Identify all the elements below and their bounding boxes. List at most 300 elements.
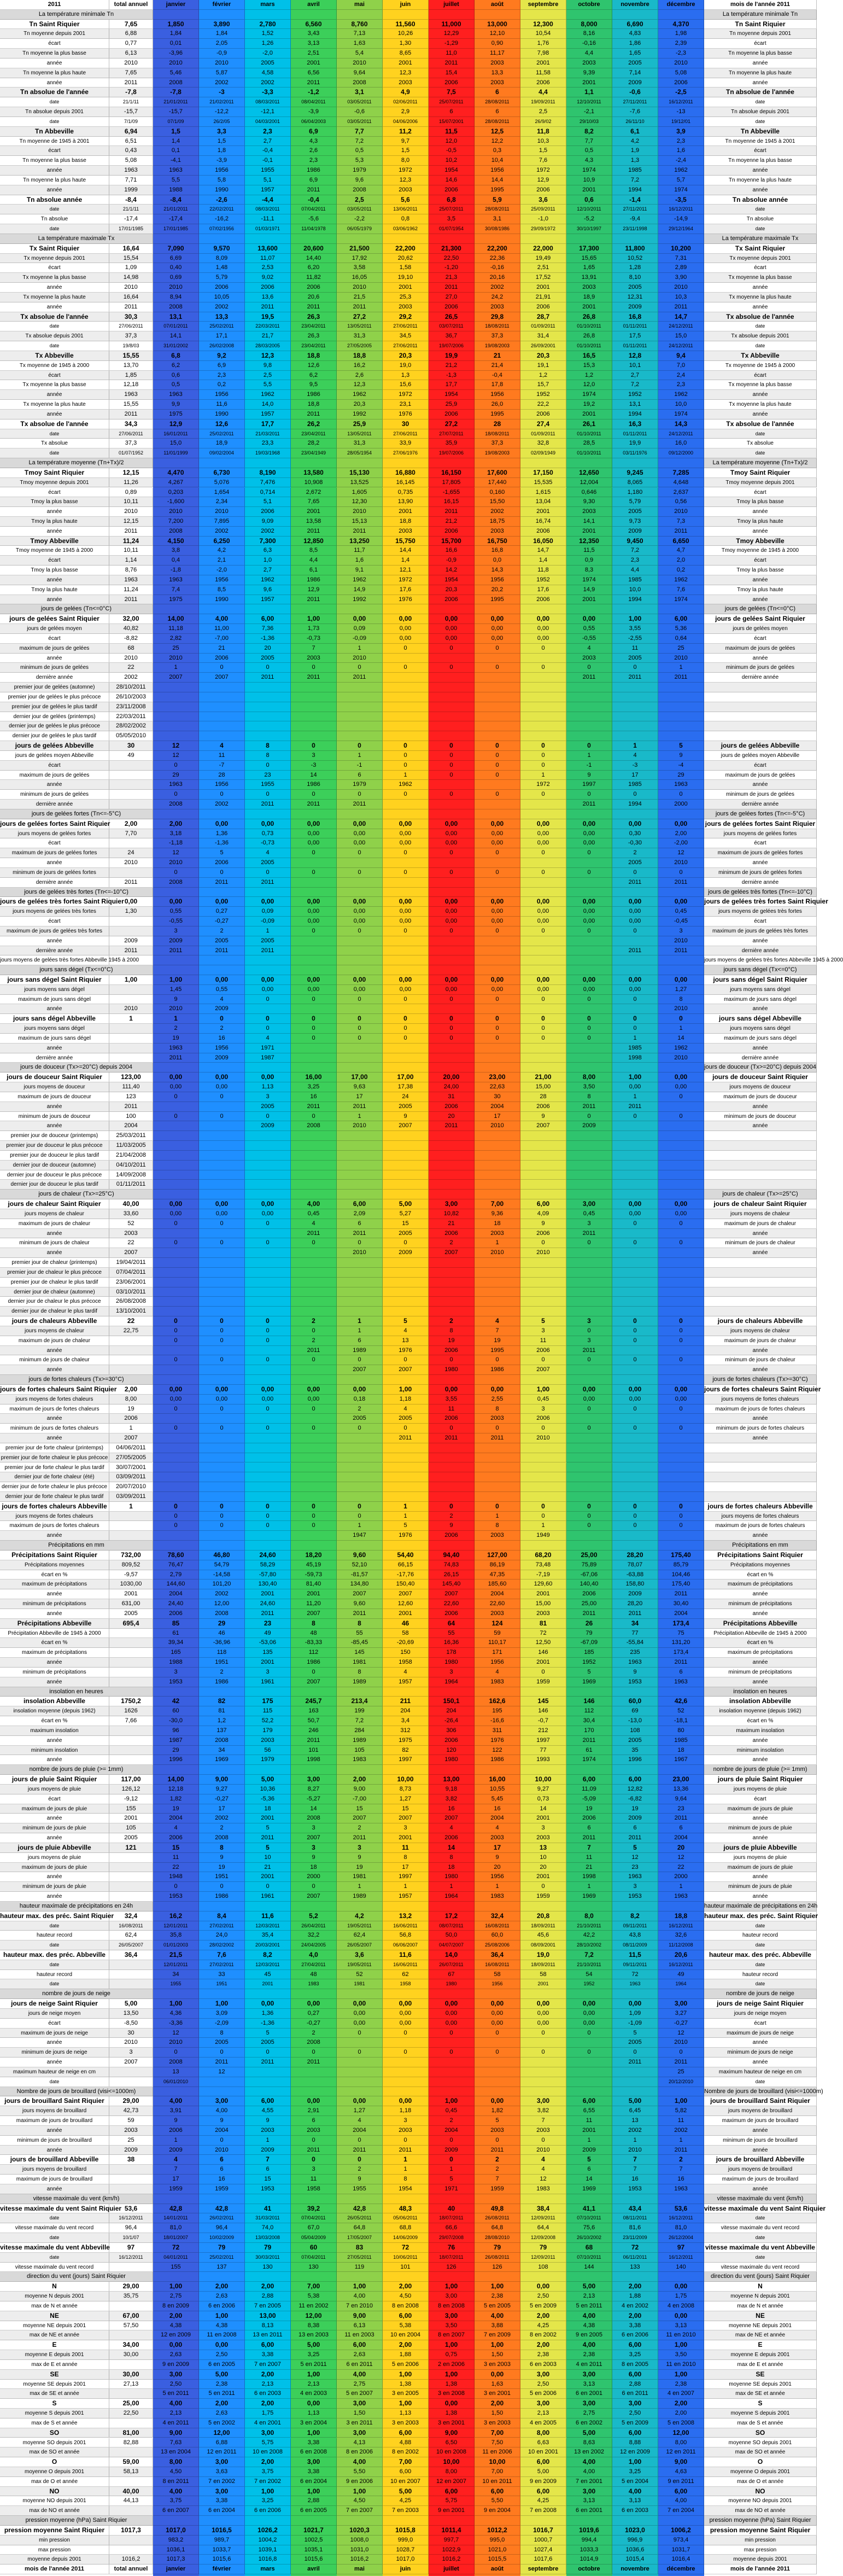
section-spacer bbox=[291, 1765, 337, 1775]
row-total: 13,70 bbox=[109, 361, 153, 371]
month-value: 2011 bbox=[291, 410, 337, 419]
month-value: 37,3 bbox=[475, 331, 520, 341]
month-value: 17 bbox=[612, 771, 658, 780]
month-value: 17,2 bbox=[429, 1911, 475, 1921]
row-label-right: Tn moyenne de 1945 à 2001 bbox=[704, 137, 817, 147]
month-value: 4,2 bbox=[337, 1911, 383, 1921]
month-value: 14,2 bbox=[429, 566, 475, 575]
month-value: 1 bbox=[337, 1316, 383, 1326]
month-value: 20/12/2010 bbox=[658, 2077, 704, 2087]
month-value: 2011 bbox=[566, 1229, 612, 1239]
month-value: 108 bbox=[612, 1726, 658, 1736]
row-total: 121 bbox=[109, 1843, 153, 1853]
row-label-right: année bbox=[704, 1229, 817, 1239]
month-value: 0 bbox=[245, 1882, 291, 1892]
month-value: 5 en 2008 bbox=[658, 2418, 704, 2428]
month-value: 2011 bbox=[612, 1833, 658, 1843]
row-label: dernière année bbox=[0, 878, 109, 888]
month-value: 0 bbox=[245, 663, 291, 673]
month-value bbox=[199, 1121, 245, 1131]
row-label-right: Tn absolue depuis 2001 bbox=[704, 107, 817, 117]
row-label: premier jour de douceur le plus précoce bbox=[0, 1141, 109, 1151]
month-value: 13 bbox=[520, 1843, 566, 1853]
row-label: jours moyens de gelées très fortes Abbeville 1945 à 2000 bbox=[0, 955, 109, 965]
row-total: -7,8 bbox=[109, 88, 153, 97]
month-value: 5,45 bbox=[475, 1794, 520, 1804]
row-label: minimum de jours de pluie bbox=[0, 1882, 109, 1892]
month-value: 1 bbox=[566, 2136, 612, 2146]
row-total bbox=[109, 1521, 153, 1531]
month-value: -9,4 bbox=[612, 214, 658, 224]
month-value: -0,9 bbox=[199, 49, 245, 59]
month-value: 67 bbox=[429, 1970, 475, 1980]
section-title-right: jours sans dégel (Tx<=0°C) bbox=[704, 965, 817, 975]
month-value: 0,75 bbox=[429, 2350, 475, 2360]
month-value: 12 en 2009 bbox=[153, 2330, 199, 2340]
table-row bbox=[0, 2058, 817, 2067]
month-value: 50,0 bbox=[429, 1931, 475, 1940]
row-total bbox=[109, 1024, 153, 1034]
month-value bbox=[612, 2077, 658, 2087]
month-value: 16,150 bbox=[429, 468, 475, 478]
month-value: 9 bbox=[199, 1853, 245, 1863]
row-label-right bbox=[704, 1161, 817, 1170]
month-value bbox=[658, 731, 704, 741]
row-total: 11,24 bbox=[109, 585, 153, 595]
month-value: 8,13 bbox=[245, 2321, 291, 2331]
month-value bbox=[245, 1004, 291, 1014]
month-value bbox=[291, 1044, 337, 1053]
month-value: 11,18 bbox=[153, 624, 199, 634]
table-row bbox=[0, 1950, 817, 1960]
row-total: -15,7 bbox=[109, 107, 153, 117]
table-row bbox=[0, 858, 817, 868]
month-value: 12/10/2011 bbox=[566, 205, 612, 214]
section-spacer bbox=[566, 2194, 612, 2204]
month-value: 7,2 bbox=[612, 176, 658, 185]
month-value: 3,00 bbox=[566, 2487, 612, 2497]
month-value: 2,13 bbox=[153, 2409, 199, 2418]
month-value: 4 en 2011 bbox=[153, 2418, 199, 2428]
month-value: 18 bbox=[475, 1219, 520, 1229]
month-value: 118 bbox=[199, 1648, 245, 1658]
month-value: 0 bbox=[291, 1112, 337, 1122]
row-total: 27,13 bbox=[109, 2380, 153, 2389]
month-value: 0 bbox=[383, 741, 429, 751]
month-value: 4 bbox=[475, 1823, 520, 1833]
month-value: 0,56 bbox=[658, 497, 704, 507]
month-value bbox=[658, 1180, 704, 1190]
row-label: hauteur max. des préc. Abbeville bbox=[0, 1950, 109, 1960]
month-value: 30/10/1997 bbox=[566, 224, 612, 234]
month-value bbox=[520, 2077, 566, 2087]
month-value: 21 bbox=[199, 644, 245, 654]
month-value: 0 bbox=[199, 2048, 245, 2058]
month-value: 0,00 bbox=[429, 2009, 475, 2019]
row-label-right: année bbox=[704, 1121, 817, 1131]
row-label: Tn moyenne la plus haute bbox=[0, 176, 109, 185]
table-row bbox=[0, 380, 817, 390]
month-value: 4,648 bbox=[658, 478, 704, 488]
month-value: 29 bbox=[199, 1619, 245, 1629]
row-label: NO bbox=[0, 2487, 109, 2497]
month-value: 1,5 bbox=[520, 146, 566, 156]
section-title-right: jours de gelées fortes (Tn<=-5°C) bbox=[704, 809, 817, 819]
month-value: 1012,2 bbox=[475, 2526, 520, 2536]
month-value: 6,13 bbox=[337, 2321, 383, 2331]
month-value: 7,5 bbox=[429, 88, 475, 97]
month-value: 0 bbox=[337, 1014, 383, 1024]
month-value: 9,39 bbox=[566, 68, 612, 78]
month-value: 10,54 bbox=[520, 29, 566, 39]
month-value: 2002 bbox=[199, 1589, 245, 1599]
section-spacer bbox=[245, 458, 291, 468]
month-value: 1 bbox=[383, 771, 429, 780]
month-value: 0,00 bbox=[199, 1082, 245, 1092]
month-value: 1963 bbox=[658, 1677, 704, 1687]
month-value: 12,00 bbox=[291, 2311, 337, 2321]
month-value bbox=[658, 1151, 704, 1161]
table-row bbox=[0, 1121, 817, 1131]
month-value: 2007 bbox=[337, 1814, 383, 1823]
row-label-right: jours sans dégel Abbeville bbox=[704, 1014, 817, 1024]
table-row bbox=[0, 1863, 817, 1873]
month-value: 0 bbox=[245, 1316, 291, 1326]
month-value: 07/02/1956 bbox=[199, 224, 245, 234]
section-header bbox=[0, 234, 817, 244]
row-total: 30/07/2001 bbox=[109, 1463, 153, 1473]
row-total: 2010 bbox=[109, 654, 153, 663]
month-value: 2001 bbox=[245, 1589, 291, 1599]
row-label: écart bbox=[0, 917, 109, 926]
row-label: année bbox=[0, 595, 109, 605]
month-value bbox=[520, 1453, 566, 1463]
section-header bbox=[0, 10, 817, 20]
section-spacer bbox=[658, 2194, 704, 2204]
month-value: 04/06/2006 bbox=[383, 117, 429, 127]
month-value: 13,91 bbox=[566, 273, 612, 283]
row-label-right: minimum de précipitations bbox=[704, 1599, 817, 1609]
month-value: 17 bbox=[199, 1804, 245, 1814]
month-value: 9,00 bbox=[429, 2428, 475, 2438]
table-row bbox=[0, 527, 817, 537]
month-value: 2004 bbox=[475, 1102, 520, 1112]
month-value: 2 bbox=[199, 1823, 245, 1833]
month-value: 0,00 bbox=[429, 975, 475, 985]
month-value: 2009 bbox=[153, 936, 199, 946]
month-value: 6 en 2005 bbox=[291, 2506, 337, 2516]
row-total: 30 bbox=[109, 741, 153, 751]
month-value: 21 bbox=[429, 1219, 475, 1229]
row-label-right: Tn moyenne depuis 2001 bbox=[704, 29, 817, 39]
month-value: 7,7 bbox=[337, 127, 383, 137]
month-value: 1953 bbox=[612, 1892, 658, 1902]
month-value: 0 bbox=[658, 790, 704, 800]
month-value: 2010 bbox=[475, 1121, 520, 1131]
table-row bbox=[0, 946, 817, 956]
row-label: maximum hauteur de neige en cm bbox=[0, 2067, 109, 2077]
month-value: 1956 bbox=[199, 780, 245, 790]
month-value: 2010 bbox=[658, 936, 704, 946]
month-value: 2009 bbox=[199, 1053, 245, 1063]
month-value: 12,3 bbox=[383, 176, 429, 185]
row-label-right: minimum de jours de neige bbox=[704, 2048, 817, 2058]
month-value: 18,75 bbox=[475, 517, 520, 527]
month-value: 82 bbox=[383, 1746, 429, 1756]
month-value: 3,00 bbox=[520, 2096, 566, 2106]
month-value: 11,6 bbox=[383, 1950, 429, 1960]
month-value: 8 en 2008 bbox=[383, 2301, 429, 2311]
section-spacer bbox=[658, 604, 704, 614]
month-value: 1955 bbox=[245, 780, 291, 790]
row-label: année bbox=[0, 410, 109, 419]
row-label-right bbox=[704, 1268, 817, 1278]
table-row bbox=[0, 1307, 817, 1316]
month-value: 0 bbox=[429, 1014, 475, 1024]
month-value: 1,75 bbox=[245, 2409, 291, 2418]
month-value: -4,4 bbox=[245, 195, 291, 205]
month-value bbox=[612, 1151, 658, 1161]
row-total: 42,73 bbox=[109, 2106, 153, 2116]
section-title-right: insolation en heures bbox=[704, 1687, 817, 1697]
month-value: 17/05/2007 bbox=[337, 2233, 383, 2243]
row-label-right: Tx Abbeville bbox=[704, 351, 817, 361]
month-value: 52 bbox=[337, 1970, 383, 1980]
footer-month: mai bbox=[337, 2565, 383, 2574]
month-value: 34 bbox=[199, 1746, 245, 1756]
month-value: 8,94 bbox=[153, 293, 199, 302]
month-value: 28/02/2002 bbox=[199, 1940, 245, 1950]
month-value: 13 en 2003 bbox=[291, 2330, 337, 2340]
month-value: 2009 bbox=[612, 302, 658, 312]
row-total: 2007 bbox=[109, 2058, 153, 2067]
month-value: 13,1 bbox=[612, 400, 658, 410]
month-value: 0 bbox=[612, 663, 658, 673]
month-value: 7 bbox=[291, 644, 337, 654]
row-label: premier jour de chaleur (printemps) bbox=[0, 1258, 109, 1268]
row-label: année bbox=[0, 1609, 109, 1619]
month-value: 0,00 bbox=[383, 1999, 429, 2009]
month-value: -5,36 bbox=[245, 1794, 291, 1804]
month-value: 12 en 2007 bbox=[429, 2477, 475, 2487]
month-value: 15,00 bbox=[520, 1599, 566, 1609]
month-value: 24,60 bbox=[245, 1551, 291, 1560]
month-value: 1983 bbox=[475, 1892, 520, 1902]
month-value: 0 bbox=[153, 1424, 199, 1433]
row-total: 631,00 bbox=[109, 1599, 153, 1609]
month-value: 60 bbox=[153, 1706, 199, 1716]
month-value: 1997 bbox=[383, 1755, 429, 1765]
month-value: 1987 bbox=[153, 1736, 199, 1746]
month-value: 10,82 bbox=[429, 1209, 475, 1219]
row-label-right: N bbox=[704, 2282, 817, 2292]
month-value: 5 bbox=[475, 2116, 520, 2126]
month-value: 0 bbox=[291, 868, 337, 878]
month-value bbox=[566, 1414, 612, 1424]
row-label: année bbox=[0, 936, 109, 946]
month-value: 2,00 bbox=[199, 2399, 245, 2409]
month-value: 150 bbox=[383, 1648, 429, 1658]
month-value bbox=[337, 2067, 383, 2077]
month-value: 17 bbox=[337, 1092, 383, 1102]
row-label-right: année bbox=[704, 858, 817, 868]
month-value: 1956 bbox=[475, 1979, 520, 1989]
month-value: 49 bbox=[245, 1629, 291, 1639]
row-label: maximum de jours de fortes chaleurs bbox=[0, 1521, 109, 1531]
month-value: 1011,4 bbox=[429, 2526, 475, 2536]
table-row bbox=[0, 1843, 817, 1853]
row-label: date bbox=[0, 2253, 109, 2263]
month-value: 26/9/02 bbox=[520, 117, 566, 127]
month-value: 17/01/1985 bbox=[153, 224, 199, 234]
month-value: 146 bbox=[566, 1697, 612, 1706]
month-value: 1,86 bbox=[612, 39, 658, 49]
row-label-right: jours de pluie Abbeville bbox=[704, 1843, 817, 1853]
month-value: 0 bbox=[199, 1238, 245, 1248]
month-value: -8,4 bbox=[153, 195, 199, 205]
month-value: 0 bbox=[520, 2136, 566, 2146]
month-value: 14,9 bbox=[337, 585, 383, 595]
month-value: 0,00 bbox=[337, 838, 383, 848]
month-value: 2009 bbox=[199, 1004, 245, 1014]
row-label-right: Tx moyenne la plus basse bbox=[704, 380, 817, 390]
month-value: 8,00 bbox=[658, 2438, 704, 2448]
month-value: 42 bbox=[153, 1697, 199, 1706]
month-value: 2003 bbox=[566, 654, 612, 663]
month-value: 6,00 bbox=[520, 2457, 566, 2467]
month-value: -13,0 bbox=[612, 1716, 658, 1726]
month-value bbox=[520, 1004, 566, 1014]
month-value: -17,76 bbox=[383, 1570, 429, 1580]
row-total bbox=[109, 2175, 153, 2184]
month-value: 0,00 bbox=[153, 1385, 199, 1395]
table-row bbox=[0, 117, 817, 127]
table-row bbox=[0, 224, 817, 234]
month-value: 1975 bbox=[153, 410, 199, 419]
month-value: 2001 bbox=[291, 59, 337, 68]
month-value: 15,750 bbox=[383, 537, 429, 546]
month-value: 0,00 bbox=[520, 917, 566, 926]
month-value: 4,38 bbox=[199, 2321, 245, 2331]
month-value: 2009 bbox=[245, 1121, 291, 1131]
row-label: année bbox=[0, 166, 109, 176]
month-value: 1,4 bbox=[153, 137, 199, 147]
row-label-right: écart bbox=[704, 371, 817, 381]
month-value: 11,07 bbox=[245, 254, 291, 264]
month-value: 3,82 bbox=[429, 1794, 475, 1804]
month-value bbox=[199, 1248, 245, 1258]
month-value: 1 bbox=[658, 2136, 704, 2146]
month-value: 2 bbox=[475, 2155, 520, 2165]
month-value: 2 bbox=[337, 1823, 383, 1833]
month-value: 7 en 2007 bbox=[245, 2360, 291, 2370]
month-value: 995,0 bbox=[475, 2536, 520, 2545]
section-spacer bbox=[383, 234, 429, 244]
row-label-right: Tx moyenne depuis 2001 bbox=[704, 254, 817, 264]
month-value: 1948 bbox=[153, 1872, 199, 1882]
month-value: 1,00 bbox=[475, 2282, 520, 2292]
month-value bbox=[429, 1463, 475, 1473]
month-value: 145,40 bbox=[429, 1580, 475, 1589]
month-value: 3,00 bbox=[520, 2370, 566, 2380]
table-row bbox=[0, 2029, 817, 2038]
month-value: 1963 bbox=[153, 166, 199, 176]
month-value bbox=[291, 702, 337, 712]
row-total: 34,00 bbox=[109, 2340, 153, 2350]
month-value: 0,646 bbox=[566, 488, 612, 498]
row-label-right: date bbox=[704, 1979, 817, 1989]
month-value: 2007 bbox=[383, 1589, 429, 1599]
month-value: 0 bbox=[429, 2155, 475, 2165]
month-value: 30,4 bbox=[566, 1716, 612, 1726]
table-row bbox=[0, 1112, 817, 1122]
month-value: 2007 bbox=[520, 1365, 566, 1375]
month-value: 983,2 bbox=[153, 2536, 199, 2545]
month-value: -7,8 bbox=[153, 88, 199, 97]
month-value: 26,8 bbox=[566, 331, 612, 341]
month-value bbox=[383, 2077, 429, 2087]
month-value: 0 bbox=[429, 2136, 475, 2146]
month-value bbox=[566, 1453, 612, 1463]
month-value: 1,850 bbox=[153, 20, 199, 30]
section-spacer bbox=[199, 1375, 245, 1385]
month-value bbox=[337, 946, 383, 956]
month-value: 1997 bbox=[520, 1736, 566, 1746]
month-value: 5,38 bbox=[291, 2292, 337, 2301]
month-value: 3,13 bbox=[291, 39, 337, 49]
row-label-right: moyenne SE depuis 2001 bbox=[704, 2380, 817, 2389]
month-value: 53,6 bbox=[658, 2204, 704, 2214]
month-value bbox=[520, 1268, 566, 1278]
month-value: 03/05/2011 bbox=[337, 97, 383, 107]
month-value: 16,8 bbox=[475, 546, 520, 556]
month-value bbox=[291, 1278, 337, 1287]
month-value: 3,00 bbox=[612, 2399, 658, 2409]
row-label: dernier jour de gelées (printemps) bbox=[0, 712, 109, 722]
month-value: 4,55 bbox=[245, 2106, 291, 2116]
month-value: 8,27 bbox=[291, 1785, 337, 1794]
month-value bbox=[475, 1287, 520, 1297]
table-row bbox=[0, 2253, 817, 2263]
table-row bbox=[0, 654, 817, 663]
month-value: 12/03/2011 bbox=[245, 1921, 291, 1931]
month-value: 4,9 bbox=[383, 88, 429, 97]
month-value bbox=[383, 1287, 429, 1297]
month-value bbox=[153, 702, 199, 712]
table-row bbox=[0, 166, 817, 176]
row-label-right: année bbox=[704, 1589, 817, 1599]
month-value: 1996 bbox=[153, 1755, 199, 1765]
month-value: 2010 bbox=[153, 507, 199, 517]
month-value: 204 bbox=[383, 1706, 429, 1716]
row-total bbox=[109, 1863, 153, 1873]
month-value: 14/01/2011 bbox=[153, 2213, 199, 2223]
month-value: 0 bbox=[291, 1014, 337, 1024]
month-value: 2,79 bbox=[153, 1570, 199, 1580]
month-value: 1017,0 bbox=[383, 2555, 429, 2565]
row-label: vitesse maximale du vent record bbox=[0, 2263, 109, 2272]
row-label-right bbox=[704, 1141, 817, 1151]
month-value: 5,50 bbox=[337, 2467, 383, 2477]
month-value: 2001 bbox=[520, 1658, 566, 1668]
month-value: 21 bbox=[475, 351, 520, 361]
row-total bbox=[109, 1882, 153, 1892]
month-value: 28 bbox=[199, 771, 245, 780]
month-value: 0,00 bbox=[475, 614, 520, 624]
row-label: maximum de jours de brouillard bbox=[0, 2175, 109, 2184]
month-value: 0 bbox=[337, 1355, 383, 1365]
month-value bbox=[337, 702, 383, 712]
